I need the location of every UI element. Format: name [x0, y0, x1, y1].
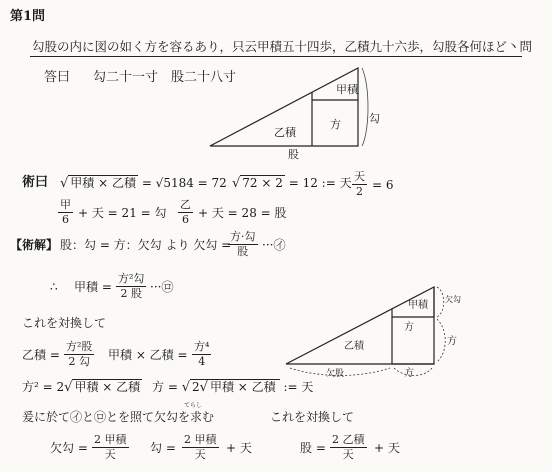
prod-frac: 方⁴ 4: [194, 340, 210, 368]
otsu-frac: 方²股 2 勾: [66, 340, 93, 368]
therefore-symbol: ∴: [50, 280, 58, 294]
problem-statement: 勾股の内に図の如く方を容るあり，只云甲積五十四歩，乙積九十六歩，勾股各何ほど丶問: [32, 39, 533, 54]
prod-lhs: 甲積 × 乙積 =: [108, 348, 188, 362]
kk-frac: 2 甲積 天: [94, 433, 127, 461]
ho-line: 方 = √ 2√ 甲積 × 乙積 := 天: [152, 380, 314, 395]
method-f1-frac: 甲 6: [60, 198, 71, 226]
fig2-ho2-label: 方: [447, 336, 457, 347]
fig2-kekkou-label: 欠勾: [445, 295, 461, 304]
method-f1-rest: + 天 = 21 = 勾: [78, 206, 167, 220]
sym2-note: これを対換して: [270, 410, 355, 424]
kou-lhs: 甲積 =: [74, 280, 112, 294]
ko-rest: + 天: [374, 441, 400, 455]
method-label: 術曰: [22, 175, 49, 190]
method-ten-frac: 天 2: [354, 170, 365, 198]
fig1-otsu-label: 乙積: [274, 126, 296, 139]
figure1-kou-brace: [362, 68, 368, 146]
fig2-ho3-label: 方: [404, 368, 414, 379]
sq-line: 方² = 2√ 甲積 × 乙積: [22, 380, 141, 395]
method-ten-rest: = 6: [372, 178, 394, 192]
final-ruby: てらし: [184, 402, 203, 409]
fig2-ho1-label: 方: [404, 322, 414, 333]
answer-text: 勾二十一寸 股二十八寸: [93, 70, 237, 85]
fig1-ko-label: 股: [288, 148, 299, 161]
explanation-ratio-tag: ···㋑: [262, 238, 286, 252]
k-frac: 2 甲積 天: [184, 433, 217, 461]
fig1-kou-label: 勾: [369, 112, 380, 125]
k-rest: + 天: [226, 441, 252, 455]
ko-frac: 2 乙積 天: [332, 433, 365, 461]
fig2-kou-rect-label: 甲積: [408, 300, 428, 311]
kou-frac: 方²勾 2 股: [118, 272, 145, 300]
answer-label: 答曰: [44, 70, 71, 85]
problem-heading: 第1問: [10, 9, 46, 24]
k-lhs: 勾 =: [150, 441, 176, 455]
method-sqrt2: √ 72 × 2 = 12 := 天: [232, 176, 352, 191]
method-sqrt1: √ 甲積 × 乙積 = √5184 = 72: [60, 176, 227, 191]
ko-lhs: 股 =: [300, 441, 326, 455]
fig2-otsu-label: 乙積: [344, 341, 364, 352]
explanation-ratio: 股：勾 = 方：欠勾 より 欠勾 =: [60, 238, 232, 252]
explanation-label: 【術解】: [10, 238, 59, 252]
explanation-ratio-frac: 方·勾 股: [230, 230, 256, 258]
symmetric-note: これを対換して: [22, 316, 107, 330]
method-f2-frac: 乙 6: [180, 198, 191, 226]
final-intro: 爰に於て㋑と㋺とを照て欠勾を求む: [22, 410, 215, 424]
fig1-ho-label: 方: [330, 118, 341, 131]
otsu-lhs: 乙積 =: [22, 348, 60, 362]
kou-tag: ···㋺: [150, 280, 174, 294]
fig2-kekko-label: 欠股: [326, 369, 345, 379]
fig1-kou-rect-label: 甲積: [336, 83, 358, 96]
kk-lhs: 欠勾 =: [50, 441, 88, 455]
method-f2-rest: + 天 = 28 = 股: [198, 206, 287, 220]
